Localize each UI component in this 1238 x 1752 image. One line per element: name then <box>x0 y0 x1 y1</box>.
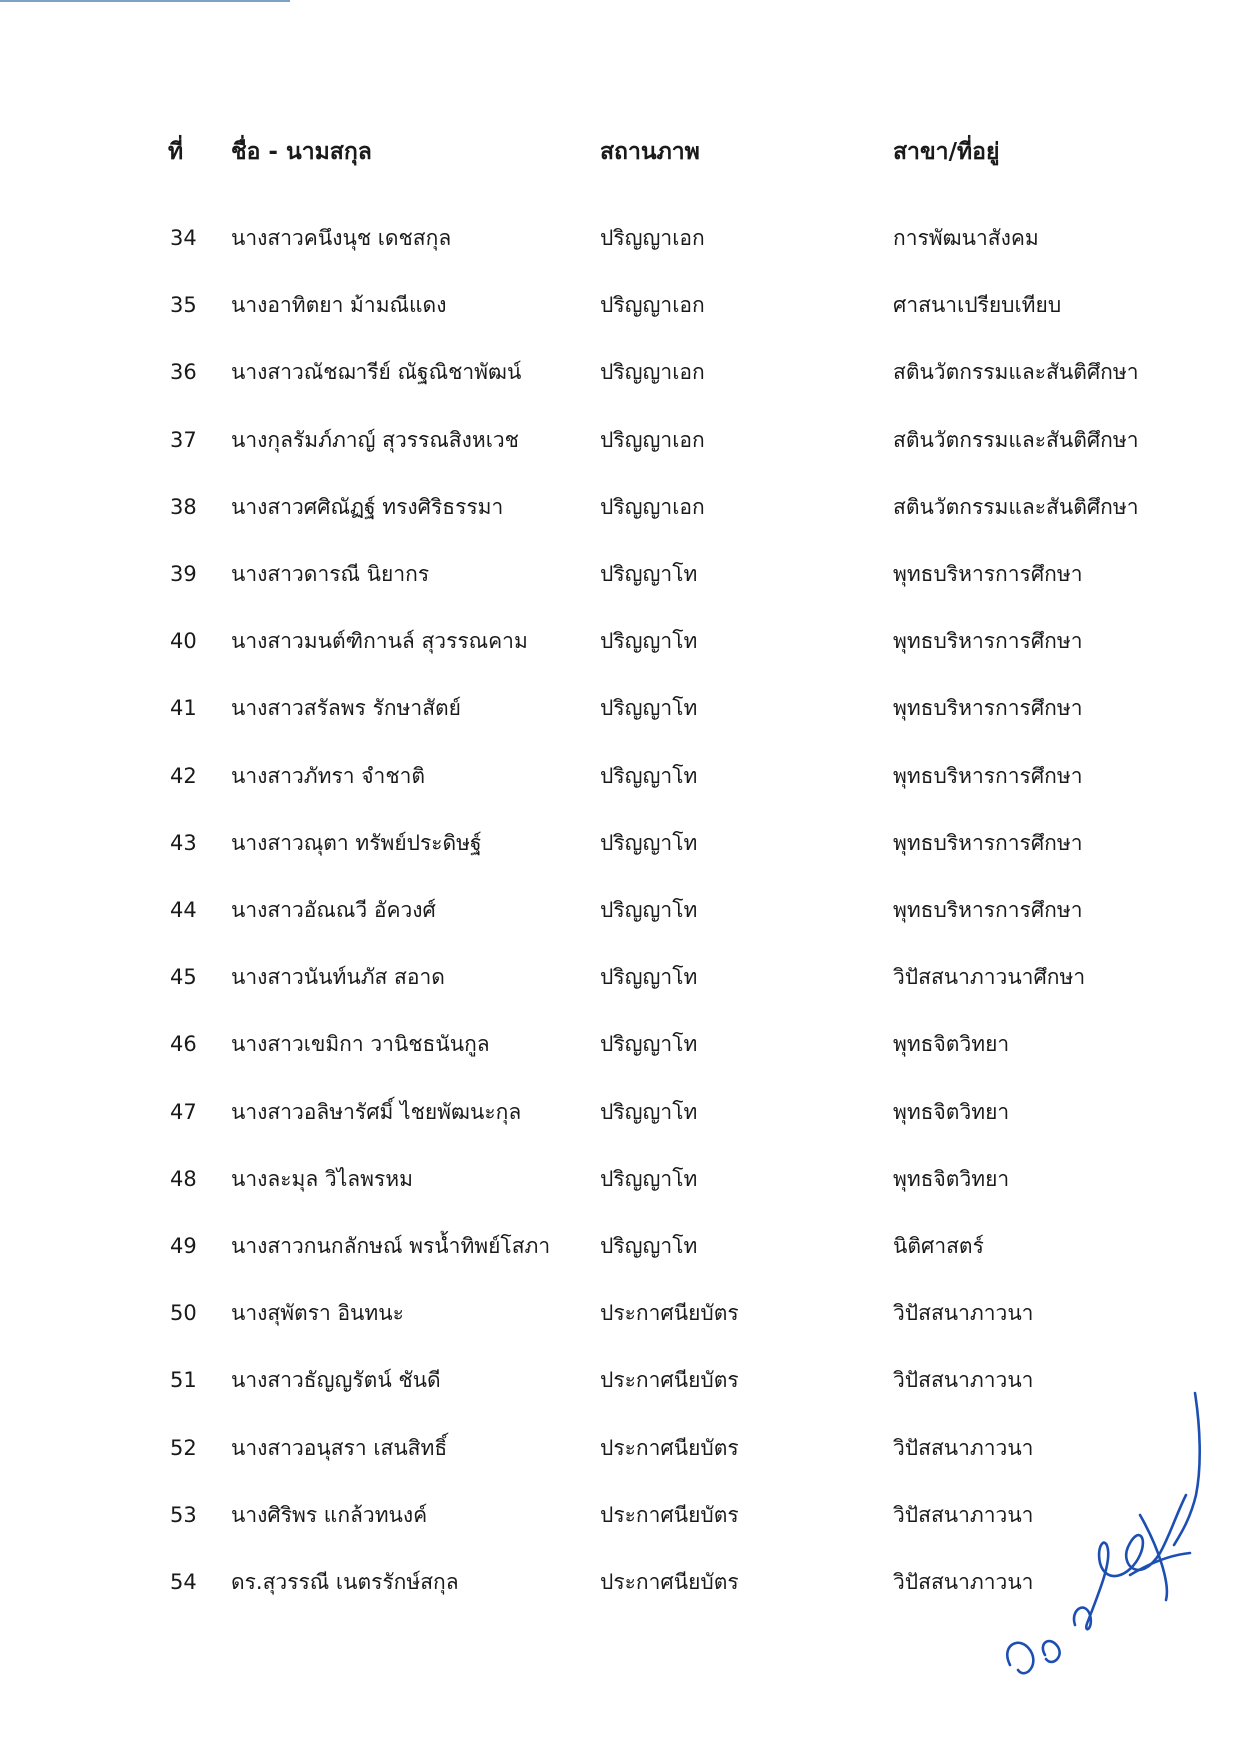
list-item <box>0 1293 1238 1333</box>
row-no: 34 <box>170 226 197 250</box>
row-name: นางสาวเขมิกา วานิชธนันกูล <box>231 1032 490 1056</box>
row-branch: นิติศาสตร์ <box>893 1234 984 1258</box>
row-status: ประกาศนียบัตร <box>600 1570 739 1594</box>
row-no: 49 <box>170 1234 197 1258</box>
row-name: นางสาวมนต์ฑิกานล์ สุวรรณคาม <box>231 629 528 653</box>
row-no: 36 <box>170 360 197 384</box>
row-name: นางสาวกนกลักษณ์ พรน้ำทิพย์โสภา <box>231 1234 551 1258</box>
row-no: 53 <box>170 1503 197 1527</box>
row-branch: พุทธบริหารการศึกษา <box>893 629 1083 653</box>
row-branch: พุทธบริหารการศึกษา <box>893 764 1083 788</box>
list-item <box>0 1024 1238 1064</box>
row-status: ปริญญาโท <box>600 1100 698 1124</box>
row-branch: วิปัสสนาภาวนาศึกษา <box>893 965 1086 989</box>
row-branch: วิปัสสนาภาวนา <box>893 1301 1034 1325</box>
row-status: ประกาศนียบัตร <box>600 1503 739 1527</box>
header-name: ชื่อ - นามสกุล <box>231 139 372 165</box>
row-status: ปริญญาโท <box>600 696 698 720</box>
row-branch: สตินวัตกรรมและสันติศึกษา <box>893 360 1139 384</box>
row-no: 44 <box>170 898 197 922</box>
header-branch: สาขา/ที่อยู่ <box>893 139 1000 165</box>
row-no: 39 <box>170 562 197 586</box>
row-status: ปริญญาโท <box>600 965 698 989</box>
row-no: 48 <box>170 1167 197 1191</box>
row-no: 46 <box>170 1032 197 1056</box>
list-item <box>0 957 1238 997</box>
list-item <box>0 420 1238 460</box>
row-name: นางสาวณัชฌารีย์ ณัฐณิชาพัฒน์ <box>231 360 522 384</box>
row-no: 37 <box>170 428 197 452</box>
row-no: 41 <box>170 696 197 720</box>
signature <box>990 1385 1210 1685</box>
row-name: นางกุลรัมภ์ภาญ์ สุวรรณสิงหเวช <box>231 428 519 452</box>
row-name: นางสาวนันท์นภัส สอาด <box>231 965 445 989</box>
row-branch: การพัฒนาสังคม <box>893 226 1039 250</box>
row-branch: พุทธจิตวิทยา <box>893 1167 1010 1191</box>
row-name: นางสาวธัญญรัตน์ ชันดี <box>231 1368 441 1392</box>
row-branch: วิปัสสนาภาวนา <box>893 1436 1034 1460</box>
header-status: สถานภาพ <box>600 139 700 165</box>
row-status: ปริญญาโท <box>600 1032 698 1056</box>
row-status: ปริญญาโท <box>600 1234 698 1258</box>
row-status: ปริญญาเอก <box>600 293 705 317</box>
row-name: นางสาวสรัลพร รักษาสัตย์ <box>231 696 461 720</box>
list-item <box>0 756 1238 796</box>
row-no: 42 <box>170 764 197 788</box>
row-name: นางสาวภัทรา จำชาติ <box>231 764 426 788</box>
list-item <box>0 1159 1238 1199</box>
table-header <box>0 132 1238 172</box>
row-branch: พุทธบริหารการศึกษา <box>893 898 1083 922</box>
row-name: นางละมุล วิไลพรหม <box>231 1167 413 1191</box>
row-status: ปริญญาโท <box>600 831 698 855</box>
row-no: 38 <box>170 495 197 519</box>
list-item <box>0 1092 1238 1132</box>
list-item <box>0 352 1238 392</box>
row-no: 35 <box>170 293 197 317</box>
row-status: ปริญญาโท <box>600 898 698 922</box>
row-no: 43 <box>170 831 197 855</box>
row-status: ปริญญาเอก <box>600 360 705 384</box>
row-no: 50 <box>170 1301 197 1325</box>
row-no: 47 <box>170 1100 197 1124</box>
row-name: นางศิริพร แกล้วทนงค์ <box>231 1503 428 1527</box>
row-branch: พุทธบริหารการศึกษา <box>893 562 1083 586</box>
row-name: นางสาวอลิษารัศมิ์ ไชยพัฒนะกุล <box>231 1100 522 1124</box>
row-name: นางอาทิตยา ม้ามณีแดง <box>231 293 447 317</box>
top-rule <box>0 0 290 2</box>
row-no: 40 <box>170 629 197 653</box>
list-item <box>0 554 1238 594</box>
row-status: ปริญญาโท <box>600 562 698 586</box>
row-name: นางสาวศศิณัฏฐ์ ทรงศิริธรรมา <box>231 495 504 519</box>
row-status: ปริญญาเอก <box>600 428 705 452</box>
list-item <box>0 621 1238 661</box>
list-item <box>0 688 1238 728</box>
row-branch: พุทธบริหารการศึกษา <box>893 696 1083 720</box>
row-status: ปริญญาโท <box>600 1167 698 1191</box>
row-branch: วิปัสสนาภาวนา <box>893 1570 1034 1594</box>
list-item <box>0 823 1238 863</box>
row-name: นางสาวณุตา ทรัพย์ประดิษฐ์ <box>231 831 482 855</box>
row-branch: พุทธบริหารการศึกษา <box>893 831 1083 855</box>
row-branch: พุทธจิตวิทยา <box>893 1032 1010 1056</box>
row-branch: สตินวัตกรรมและสันติศึกษา <box>893 428 1139 452</box>
row-status: ปริญญาโท <box>600 629 698 653</box>
row-status: ปริญญาเอก <box>600 226 705 250</box>
row-branch: วิปัสสนาภาวนา <box>893 1368 1034 1392</box>
row-name: นางสุพัตรา อินทนะ <box>231 1301 404 1325</box>
row-branch: ศาสนาเปรียบเทียบ <box>893 293 1062 317</box>
header-no: ที่ <box>168 139 184 165</box>
row-name: นางสาวอัณณวี อัควงศ์ <box>231 898 436 922</box>
row-status: ปริญญาโท <box>600 764 698 788</box>
row-status: ประกาศนียบัตร <box>600 1301 739 1325</box>
row-status: ประกาศนียบัตร <box>600 1436 739 1460</box>
list-item <box>0 890 1238 930</box>
list-item <box>0 1226 1238 1266</box>
row-status: ประกาศนียบัตร <box>600 1368 739 1392</box>
row-name: นางสาวอนุสรา เสนสิทธิ์ <box>231 1436 448 1460</box>
list-item <box>0 285 1238 325</box>
list-item <box>0 218 1238 258</box>
row-name: นางสาวคนึงนุช เดชสกุล <box>231 226 452 250</box>
row-branch: วิปัสสนาภาวนา <box>893 1503 1034 1527</box>
row-name: นางสาวดารณี นิยากร <box>231 562 430 586</box>
row-branch: พุทธจิตวิทยา <box>893 1100 1010 1124</box>
row-no: 45 <box>170 965 197 989</box>
row-branch: สตินวัตกรรมและสันติศึกษา <box>893 495 1139 519</box>
row-no: 51 <box>170 1368 197 1392</box>
row-name: ดร.สุวรรณี เนตรรักษ์สกุล <box>231 1570 459 1594</box>
row-no: 52 <box>170 1436 197 1460</box>
list-item <box>0 487 1238 527</box>
row-no: 54 <box>170 1570 197 1594</box>
row-status: ปริญญาเอก <box>600 495 705 519</box>
